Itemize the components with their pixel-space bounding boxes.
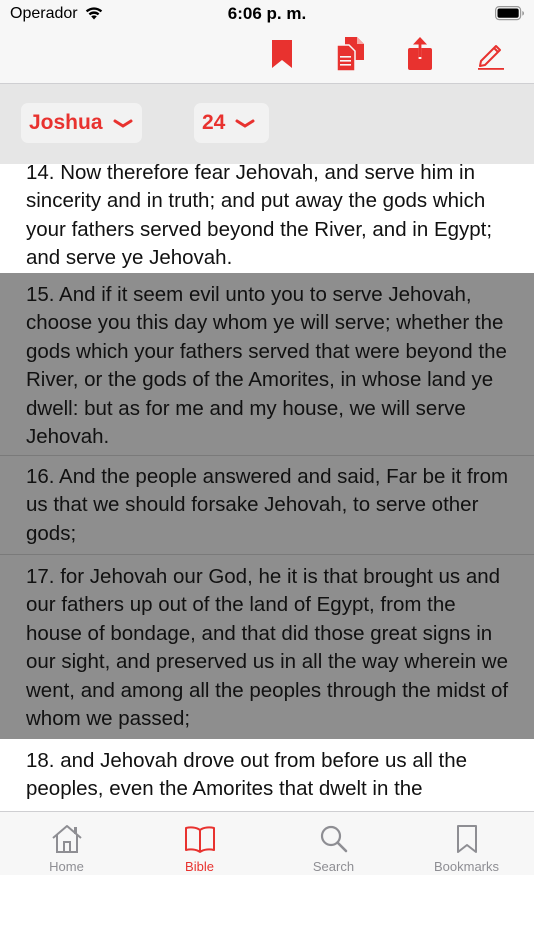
chevron-down-icon bbox=[235, 111, 255, 135]
tab-bookmarks[interactable] bbox=[400, 812, 533, 876]
book-label: Joshua bbox=[29, 111, 103, 134]
bookmark-outline-icon bbox=[456, 823, 478, 855]
tab-home-label: Home bbox=[49, 859, 84, 874]
edit-icon bbox=[474, 38, 506, 75]
book-icon bbox=[183, 823, 217, 855]
chapter-label: 24 bbox=[202, 111, 226, 134]
home-icon bbox=[50, 823, 84, 855]
verse-text: 14. Now therefore fear Jehovah, and serve him in sincerity and in truth; and put away the gods which your fathers served beyond the River, and in Egypt; and serve ye Jehovah. bbox=[26, 164, 493, 270]
verse-text: 17. for Jehovah our God, he it is that brought us and our fathers up out of the land of Egypt, from the house of bondage, and that did those great signs in our sight, and preserved us in all the way wherein we went, and among all the peoples through the midst of whom we passed; bbox=[26, 565, 509, 731]
bookmark-button[interactable] bbox=[262, 36, 302, 76]
share-button[interactable] bbox=[400, 36, 440, 76]
clock: 6:06 p. m. bbox=[227, 4, 307, 23]
tab-search-label: Search bbox=[312, 859, 355, 874]
book-picker[interactable] bbox=[21, 103, 142, 143]
verse-item[interactable] bbox=[0, 739, 534, 804]
chapter-picker[interactable] bbox=[194, 103, 269, 143]
verse-text: 18. and Jehovah drove out from before us all the peoples, even the Amorites that dwelt in the bbox=[26, 749, 468, 801]
verse-list[interactable] bbox=[0, 164, 534, 811]
bookmark-icon bbox=[271, 39, 293, 74]
copy-button[interactable] bbox=[330, 36, 370, 76]
tab-home[interactable] bbox=[0, 812, 133, 876]
status-bar bbox=[0, 0, 534, 30]
verse-item[interactable] bbox=[0, 273, 534, 456]
book-chapter-selector bbox=[0, 84, 534, 164]
verse-text: 15. And if it seem evil unto you to serve Jehovah, choose you this day whom ye will serve; whether the gods which your fathers served that were beyond the River, or the gods of the Amorites, in whose land ye dwell: but as for me and my house, we will serve Jehovah. bbox=[26, 283, 507, 449]
verse-text: 16. And the people answered and said, Far be it from us that we should forsake Jehovah, to serve other gods; bbox=[26, 465, 509, 545]
verse-item[interactable] bbox=[0, 555, 534, 739]
tab-bookmarks-label: Bookmarks bbox=[433, 859, 500, 874]
copy-icon bbox=[335, 36, 365, 77]
chevron-down-icon bbox=[113, 111, 133, 135]
tab-bible-label: Bible bbox=[185, 859, 214, 874]
edit-button[interactable] bbox=[470, 36, 510, 76]
top-toolbar bbox=[0, 30, 534, 84]
tab-bible[interactable] bbox=[133, 812, 266, 876]
verse-item[interactable] bbox=[0, 164, 534, 273]
share-icon bbox=[407, 37, 433, 76]
battery-icon bbox=[495, 6, 525, 26]
tab-search[interactable] bbox=[267, 812, 400, 876]
search-icon bbox=[319, 823, 349, 855]
tab-bar bbox=[0, 811, 534, 875]
verse-item[interactable] bbox=[0, 456, 534, 555]
carrier-label: Operador bbox=[10, 5, 78, 22]
